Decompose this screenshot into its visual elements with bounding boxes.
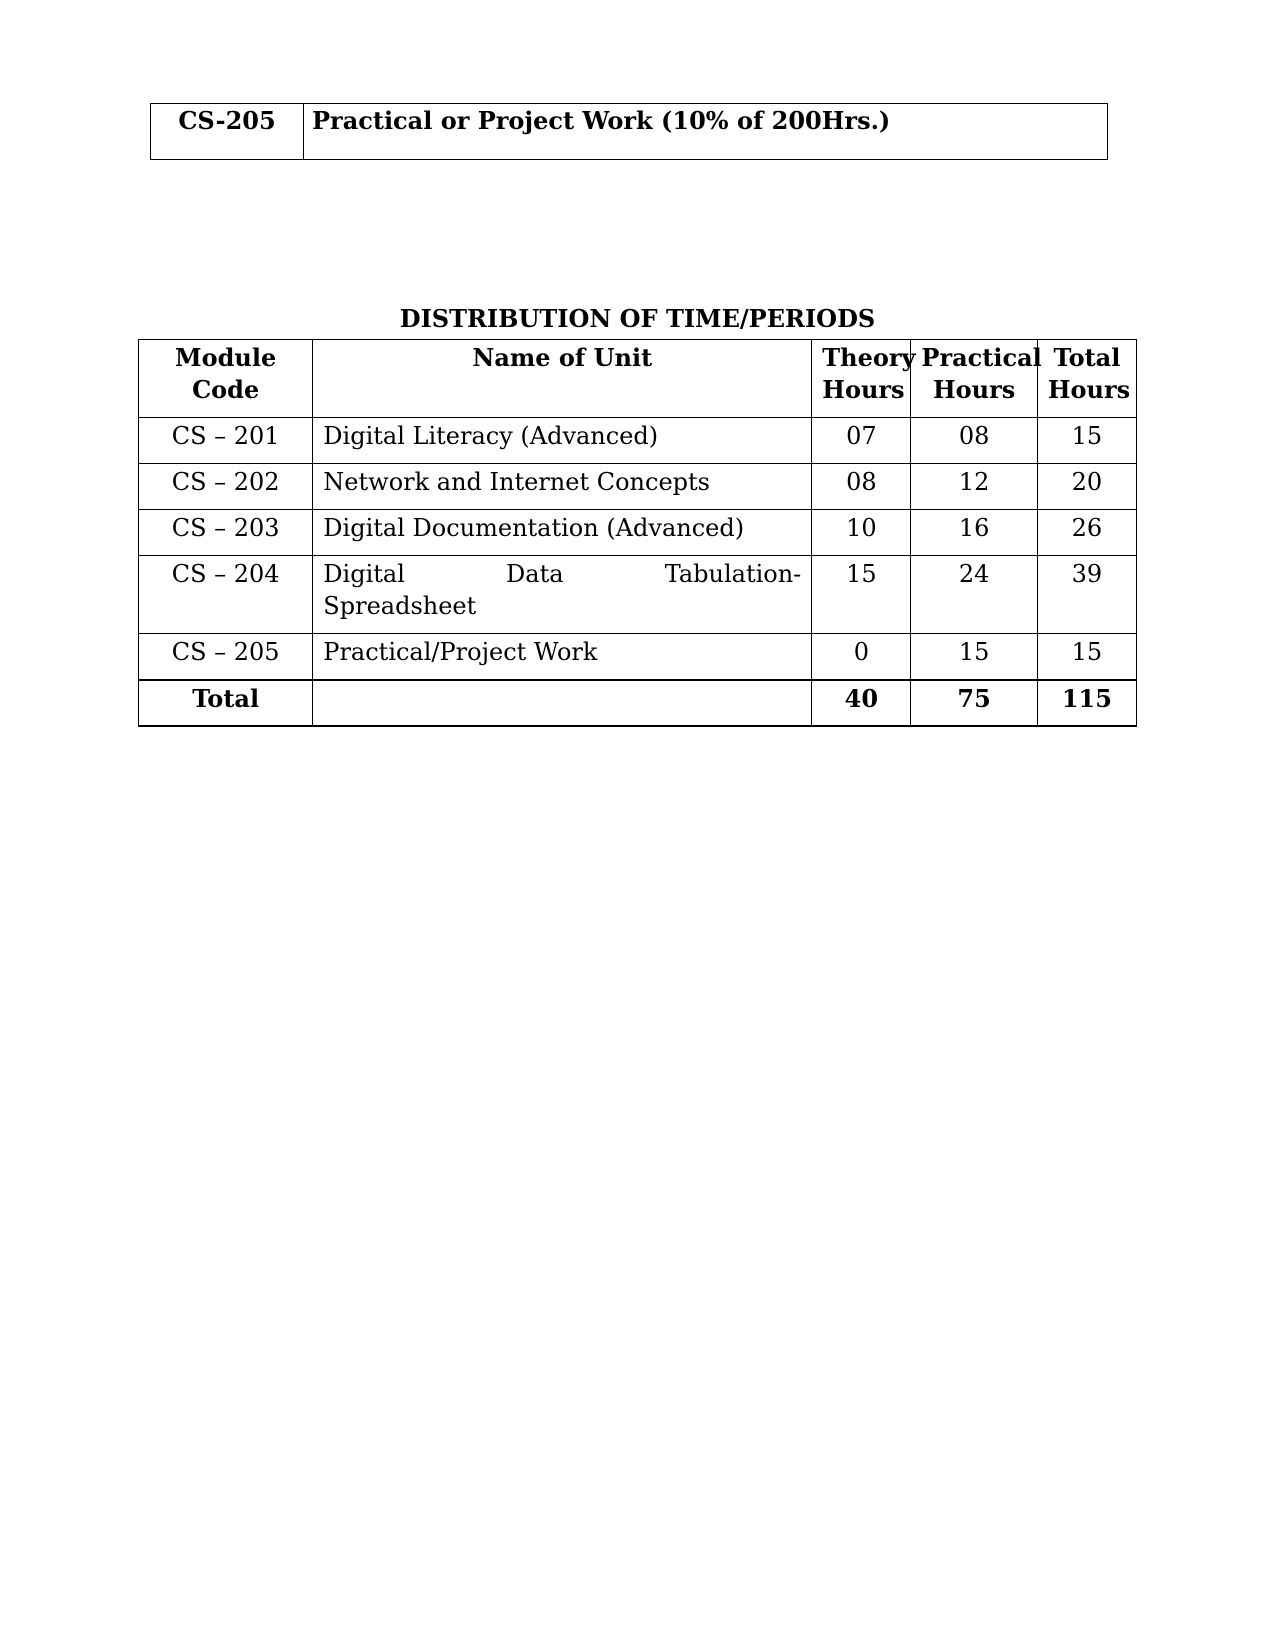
row-total: 39 [1037,556,1136,634]
table-row [139,418,1137,464]
row-total: 15 [1037,634,1136,680]
row-theory: 15 [812,556,911,634]
total-name [313,680,812,726]
row-name: Digital Literacy (Advanced) [313,418,812,464]
module-header-row [151,104,1108,160]
total-row [139,680,1137,726]
row-code: CS – 205 [139,634,313,680]
row-code: CS – 203 [139,510,313,556]
total-practical: 75 [911,680,1037,726]
row-theory: 08 [812,464,911,510]
row-name-line2: Spreadsheet [323,592,477,620]
row-theory: 0 [812,634,911,680]
distribution-heading: DISTRIBUTION OF TIME/PERIODS [399,304,876,333]
table-row [139,556,1137,634]
header-theory-hours: Theory Hours [812,340,911,418]
table-row [139,634,1137,680]
header-total-hours: Total Hours [1037,340,1136,418]
table-row [139,510,1137,556]
table-row [139,464,1137,510]
row-practical: 16 [911,510,1037,556]
row-code: CS – 204 [139,556,313,634]
module-title: Practical or Project Work (10% of 200Hrs.) [304,104,1108,160]
header-module-code: Module Code [139,340,313,418]
row-total: 15 [1037,418,1136,464]
row-practical: 08 [911,418,1037,464]
row-code: CS – 201 [139,418,313,464]
row-code: CS – 202 [139,464,313,510]
row-name-line1: Digital Data Tabulation- [323,560,802,588]
distribution-table [138,339,1137,727]
total-total: 115 [1037,680,1136,726]
row-name: Practical/Project Work [313,634,812,680]
table-header-row [139,340,1137,418]
row-name: Digital Documentation (Advanced) [313,510,812,556]
row-practical: 12 [911,464,1037,510]
header-name-of-unit: Name of Unit [313,340,812,418]
row-practical: 15 [911,634,1037,680]
row-practical: 24 [911,556,1037,634]
module-code: CS-205 [151,104,304,160]
total-label: Total [139,680,313,726]
module-header-box [150,103,1108,160]
row-total: 20 [1037,464,1136,510]
row-name [313,556,812,634]
row-theory: 07 [812,418,911,464]
row-total: 26 [1037,510,1136,556]
header-practical-hours: Practical Hours [911,340,1037,418]
row-theory: 10 [812,510,911,556]
row-name: Network and Internet Concepts [313,464,812,510]
total-theory: 40 [812,680,911,726]
